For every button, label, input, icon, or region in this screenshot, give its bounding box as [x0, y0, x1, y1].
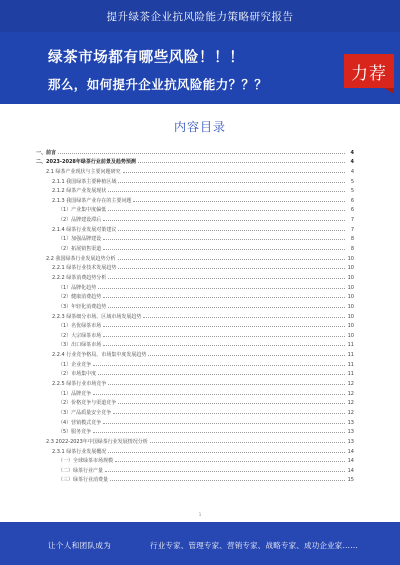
report-title: 提升绿茶企业抗风险能力策略研究报告: [106, 10, 294, 23]
toc-entry-label: （1）企业竞争: [58, 361, 92, 368]
toc-entry-page: 4: [350, 149, 354, 156]
toc-entry-label: （3）产品质量安全竞争: [58, 409, 112, 416]
toc-entry-label: （三）绿茶行业消费量: [58, 477, 109, 484]
toc-leader-dots: [150, 442, 345, 443]
toc-entry-page: 4: [350, 168, 354, 175]
toc-entry[interactable]: [36, 310, 354, 320]
toc-entry-label: （2）价格竞争与渠道竞争: [58, 400, 117, 407]
toc-entry-label: 2.2.2 绿茶消费趋势分析: [52, 274, 107, 281]
recommend-badge: 力荐: [344, 54, 394, 88]
toc-leader-dots: [93, 394, 345, 395]
toc-leader-dots: [103, 239, 345, 240]
toc-entry-page: 12: [347, 390, 354, 397]
toc-leader-dots: [108, 278, 345, 279]
toc-entry-label: 一、前言: [36, 149, 57, 156]
toc-entry-page: 7: [350, 217, 354, 224]
toc-leader-dots: [93, 365, 345, 366]
toc-entry[interactable]: [36, 329, 354, 339]
toc-entry[interactable]: [36, 146, 354, 156]
toc-leader-dots: [105, 471, 345, 472]
toc-entry-page: 10: [347, 332, 354, 339]
toc-entry-label: （1）名优绿茶市场: [58, 323, 102, 330]
toc-leader-dots: [103, 220, 345, 221]
toc-entry[interactable]: [36, 194, 354, 204]
toc-entry[interactable]: [36, 474, 354, 484]
toc-entry-page: 10: [347, 274, 354, 281]
toc-entry-page: 12: [347, 409, 354, 416]
toc-entry[interactable]: [36, 252, 354, 262]
toc-leader-dots: [113, 413, 345, 414]
toc-leader-dots: [103, 423, 345, 424]
toc-leader-dots: [108, 452, 345, 453]
toc-entry-page: 10: [347, 303, 354, 310]
toc-leader-dots: [103, 297, 345, 298]
toc-entry[interactable]: [36, 397, 354, 407]
table-of-contents: [36, 146, 354, 483]
toc-entry-page: 7: [350, 226, 354, 233]
toc-entry-label: （1）产业集中度偏低: [58, 207, 107, 214]
toc-entry[interactable]: [36, 377, 354, 387]
toc-entry-page: 11: [347, 361, 354, 368]
toc-entry-page: 10: [347, 323, 354, 330]
toc-entry-page: 15: [347, 477, 354, 484]
toc-entry-page: 8: [350, 246, 354, 253]
page-number: 1: [198, 512, 202, 517]
footer-slogan: 让个人和团队成为: [48, 541, 112, 550]
toc-leader-dots: [118, 268, 345, 269]
toc-leader-dots: [115, 461, 345, 462]
hero-banner: [0, 32, 400, 104]
toc-entry-label: （5）服务竞争: [58, 429, 92, 436]
toc-entry[interactable]: [36, 213, 354, 223]
toc-leader-dots: [108, 307, 345, 308]
hero-headline: 绿茶市场都有哪些风险！！！: [48, 50, 245, 66]
toc-entry[interactable]: [36, 406, 354, 416]
toc-entry-page: 6: [350, 197, 354, 204]
toc-leader-dots: [108, 210, 345, 211]
toc-leader-dots: [143, 317, 345, 318]
toc-entry-label: 2.1.3 我国绿茶产业存在的主要问题: [52, 197, 132, 204]
toc-entry-page: 11: [347, 371, 354, 378]
toc-entry[interactable]: [36, 233, 354, 243]
toc-entry-page: 11: [347, 352, 354, 359]
toc-entry[interactable]: [36, 223, 354, 233]
toc-entry-page: 12: [347, 400, 354, 407]
toc-entry-label: 2.1 绿茶产业现状与主要问题研究: [46, 168, 121, 175]
toc-entry-page: 10: [347, 255, 354, 262]
toc-entry[interactable]: [36, 156, 354, 166]
toc-entry[interactable]: [36, 426, 354, 436]
toc-leader-dots: [93, 432, 345, 433]
toc-leader-dots: [118, 403, 345, 404]
toc-entry-page: 10: [347, 265, 354, 272]
toc-entry-label: （2）市场集中度: [58, 371, 97, 378]
toc-entry-label: （二）绿茶行业产量: [58, 467, 104, 474]
toc-entry[interactable]: [36, 387, 354, 397]
toc-entry[interactable]: [36, 348, 354, 358]
toc-leader-dots: [118, 230, 345, 231]
toc-entry-label: 2.2.5 绿茶行业市场竞争: [52, 381, 107, 388]
toc-entry[interactable]: [36, 358, 354, 368]
toc-entry-page: 13: [347, 419, 354, 426]
toc-leader-dots: [103, 336, 345, 337]
toc-leader-dots: [110, 480, 345, 481]
toc-entry-label: 2.1.2 绿茶产业发展现状: [52, 188, 107, 195]
toc-entry-label: 2.3 2022-2023年中国绿茶行业发展情况分析: [46, 438, 148, 445]
toc-leader-dots: [123, 172, 345, 173]
toc-leader-dots: [108, 191, 345, 192]
toc-entry-page: 10: [347, 284, 354, 291]
toc-entry-page: 5: [350, 188, 354, 195]
toc-entry-label: 2.1.4 绿茶行业发展对策建议: [52, 226, 117, 233]
toc-entry[interactable]: [36, 368, 354, 378]
toc-entry-page: 13: [347, 438, 354, 445]
toc-entry-label: 2.2.1 绿茶行业技术发展趋势: [52, 265, 117, 272]
toc-entry-label: 2.2.3 绿茶细分市场、区域市场发展趋势: [52, 313, 142, 320]
toc-entry-label: （2）大宗绿茶市场: [58, 332, 102, 339]
toc-leader-dots: [103, 345, 345, 346]
toc-entry[interactable]: [36, 435, 354, 445]
toc-entry-label: 2.1.1 我国绿茶主要种植区域: [52, 178, 117, 185]
toc-leader-dots: [138, 162, 345, 163]
toc-leader-dots: [98, 288, 345, 289]
toc-entry-page: 5: [350, 178, 354, 185]
toc-entry-page: 13: [347, 429, 354, 436]
toc-entry-label: （2）健康消费趋势: [58, 294, 102, 301]
toc-leader-dots: [108, 384, 345, 385]
toc-entry-label: （3）出口绿茶市场: [58, 342, 102, 349]
toc-entry[interactable]: [36, 242, 354, 252]
toc-entry-page: 14: [347, 458, 354, 465]
toc-entry-label: （1）加强品牌建设: [58, 236, 102, 243]
toc-leader-dots: [58, 153, 345, 154]
toc-entry-label: （3）年轻化消费趋势: [58, 303, 107, 310]
toc-leader-dots: [103, 249, 345, 250]
toc-entry-page: 8: [350, 236, 354, 243]
toc-entry-page: 10: [347, 313, 354, 320]
toc-entry-page: 14: [347, 448, 354, 455]
toc-entry-page: 4: [350, 159, 354, 166]
toc-entry[interactable]: [36, 339, 354, 349]
toc-leader-dots: [133, 201, 345, 202]
toc-entry[interactable]: [36, 445, 354, 455]
toc-entry[interactable]: [36, 165, 354, 175]
toc-entry-label: 2.2.4 行业竞争格局、市场集中度发展趋势: [52, 352, 147, 359]
toc-entry-label: （2）拓展销售渠道: [58, 246, 102, 253]
toc-entry[interactable]: [36, 281, 354, 291]
toc-entry[interactable]: [36, 175, 354, 185]
toc-entry-page: 12: [347, 381, 354, 388]
toc-entry-label: （1）品牌竞争: [58, 390, 92, 397]
toc-title: 内容目录: [173, 120, 226, 134]
toc-entry[interactable]: [36, 464, 354, 474]
toc-entry-label: 2.3.1 绿茶行业发展概况: [52, 448, 107, 455]
toc-entry[interactable]: [36, 416, 354, 426]
toc-entry-page: 11: [347, 342, 354, 349]
toc-leader-dots: [148, 355, 345, 356]
toc-entry-page: 10: [347, 294, 354, 301]
hero-subheadline: 那么，如何提升企业抗风险能力？？？: [48, 77, 268, 92]
toc-entry[interactable]: [36, 262, 354, 272]
toc-entry-page: 6: [350, 207, 354, 214]
footer-roles: 行业专家、管理专家、营销专家、战略专家、成功企业家……: [150, 541, 358, 550]
toc-leader-dots: [118, 259, 345, 260]
toc-leader-dots: [98, 374, 345, 375]
toc-entry-label: 二、2023-2028年绿茶行业前景及趋势预测: [36, 159, 136, 166]
toc-entry[interactable]: [36, 291, 354, 301]
toc-entry-label: （4）营销模式竞争: [58, 419, 102, 426]
toc-entry-label: 2.2 我国绿茶行业发展趋势分析: [46, 255, 116, 262]
toc-entry-label: （1）品牌化趋势: [58, 284, 97, 291]
toc-entry[interactable]: [36, 185, 354, 195]
toc-entry[interactable]: [36, 455, 354, 465]
badge-fold: [384, 88, 394, 94]
footer-banner: [0, 522, 400, 565]
toc-entry[interactable]: [36, 320, 354, 330]
toc-entry-label: （2）品牌建设滞后: [58, 217, 102, 224]
toc-leader-dots: [103, 326, 345, 327]
toc-entry[interactable]: [36, 271, 354, 281]
toc-entry-page: 14: [347, 467, 354, 474]
toc-entry[interactable]: [36, 300, 354, 310]
toc-leader-dots: [118, 182, 345, 183]
top-banner: [0, 0, 400, 32]
toc-entry-label: （一）全球绿茶市场规模: [58, 458, 114, 465]
toc-entry[interactable]: [36, 204, 354, 214]
